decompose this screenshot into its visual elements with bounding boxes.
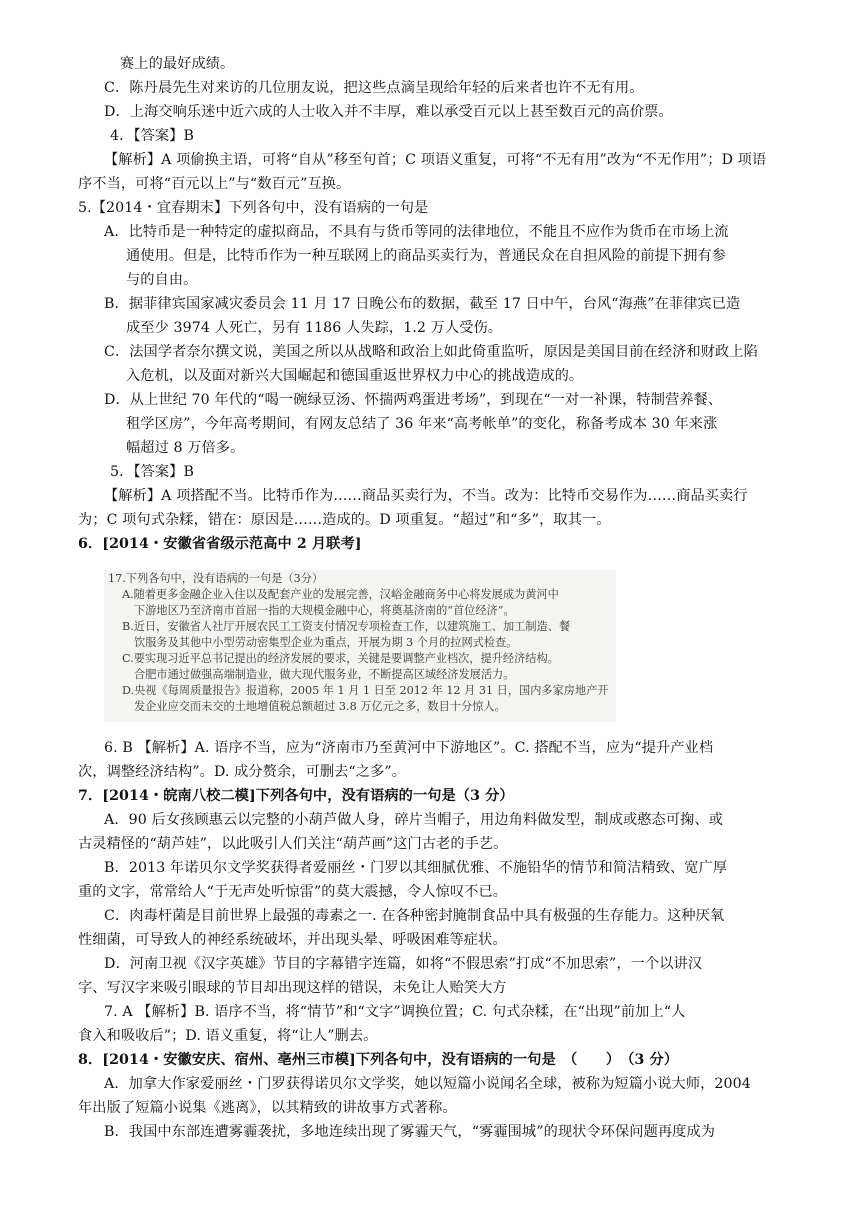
scan-line-1: A.随着更多金融企业入住以及配套产业的发展完善，汉峪金融商务中心将发展成为黄河中 <box>122 588 559 601</box>
q7-option-c-line2: 性细菌，可导致人的神经系统破坏，并出现头晕、呼吸困难等症状。 <box>78 932 507 948</box>
q7-option-b-line2: 重的文字，常常给人“于无声处听惊雷”的莫大震撼，令人惊叹不已。 <box>78 884 508 900</box>
q4-option-c: C．陈丹晨先生对来访的几位朋友说，把这些点滴呈现给年轻的后来者也许不无有用。 <box>104 80 644 96</box>
q7-option-d-line2: 字、写汉字来吸引眼球的节目却出现这样的错误，未免让人贻笑大方 <box>78 980 507 996</box>
q7-option-c-line1: C．肉毒杆菌是目前世界上最强的毒素之一. 在各种密封腌制食品中具有极强的生存能力。这种厌氧 <box>104 908 725 924</box>
q5-answer: 5．【答案】B <box>110 464 194 480</box>
q8-option-b-line1: B．我国中东部连遭雾霾袭扰，多地连续出现了雾霾天气，“雾霾围城”的现状令环保问题再度成为 <box>104 1124 716 1140</box>
q7-explanation-line2: 食入和吸收后”；D. 语义重复，将“让人”删去。 <box>78 1028 378 1044</box>
q6-explanation-line2: 次，调整经济结构”。D. 成分赘余，可删去“之多”。 <box>78 764 406 780</box>
q8-option-a-line1: A．加拿大作家爱丽丝・门罗获得诺贝尔文学奖，她以短篇小说闻名全球，被称为短篇小说大师，2004 <box>104 1076 751 1092</box>
q5-option-a-line3: 与的自由。 <box>126 272 198 288</box>
q6-explanation-line1: 6. B 【解析】A. 语序不当，应为“济南市乃至黄河中下游地区”。C. 搭配不当，应为“提升产业档 <box>104 740 714 756</box>
q5-option-c-line1: C．法国学者奈尔撰文说，美国之所以从战略和政治上如此倚重监听，原因是美国目前在经济和财政上陷 <box>104 344 758 360</box>
q7-title: 7．[2014・皖南八校二模]下列各句中，没有语病的一句是（3 分） <box>78 788 514 804</box>
q4-explanation-line1: 【解析】A 项偷换主语，可将“自从”移至句首；C 项语义重复，可将“不无有用”改为“不无作用”；D 项语 <box>104 152 767 168</box>
q5-option-a-line1: A．比特币是一种特定的虚拟商品，不具有与货币等同的法律地位，不能且不应作为货币在市场上流 <box>104 224 729 240</box>
q7-option-b-line1: B．2013 年诺贝尔文学奖获得者爱丽丝・门罗以其细腻优雅、不施铅华的情节和简洁精致、宽广厚 <box>104 860 728 876</box>
q5-option-c-line2: 入危机，以及面对新兴大国崛起和德国重返世界权力中心的挑战造成的。 <box>126 368 584 384</box>
q5-explanation-line1: 【解析】A 项搭配不当。比特币作为……商品买卖行为，不当。改为：比特币交易作为……商品买卖行 <box>104 488 748 504</box>
scan-line-8: 发企业应交而未交的土地增值税总额超过 3.8 万亿元之多，数目十分惊人。 <box>134 700 506 713</box>
q7-option-a-line2: 古灵精怪的“葫芦娃”，以此吸引人们关注“葫芦画”这门古老的手艺。 <box>78 836 508 852</box>
q5-option-d-line2: 租学区房”，今年高考期间，有网友总结了 36 年来“高考帐单”的变化，称备考成本 30 年来涨 <box>126 416 718 432</box>
q8-option-a-line2: 年出版了短篇小说集《逃离》，以其精致的讲故事方式著称。 <box>78 1100 457 1116</box>
q4-answer: 4．【答案】B <box>110 128 194 144</box>
q5-explanation-line2: 为；C 项句式杂糅，错在：原因是……造成的。D 项重复。“超过”和“多”，取其一。 <box>78 512 611 528</box>
scan-line-3: B.近日，安徽省人社厅开展农民工工资支付情况专项检查工作，以建筑施工、加工制造、餐 <box>122 620 571 633</box>
q6-scanned-question-image <box>104 570 616 722</box>
q5-option-d-line3: 幅超过 8 万倍多。 <box>126 440 245 456</box>
q8-title: 8．[2014・安徽安庆、宿州、亳州三市模]下列各句中，没有语病的一句是 （ ） （3 分） <box>78 1052 679 1068</box>
q5-option-b-line2: 成至少 3974 人死亡，另有 1186 人失踪，1.2 万人受伤。 <box>126 320 503 336</box>
scan-line-7: D.央视《每周质量报告》报道称，2005 年 1 月 1 日至 2012 年 12 月 31 日，国内多家房地产开 <box>122 684 609 697</box>
q4-explanation-line2: 序不当，可将“百元以上”与“数百元”互换。 <box>78 176 351 192</box>
q4-option-d: D．上海交响乐迷中近六成的人士收入并不丰厚，难以承受百元以上甚至数百元的高价票。 <box>104 104 673 120</box>
q4-option-b-continuation: 赛上的最好成绩。 <box>120 56 235 72</box>
q6-title: 6．[2014・安徽省省级示范高中 2 月联考] <box>78 536 362 552</box>
q7-option-d-line1: D．河南卫视《汉字英雄》节目的字幕错字连篇，如将“不假思索”打成“不加思索”，一个以讲汉 <box>104 956 703 972</box>
scan-line-0: 17.下列各句中，没有语病的一句是（3分） <box>108 572 324 585</box>
q7-explanation-line1: 7. A 【解析】B. 语序不当，将“情节”和“文字”调换位置；C. 句式杂糅，在“出现”前加上“人 <box>104 1004 686 1020</box>
scan-line-6: 合肥市通过做强高端制造业，做大现代服务业，不断提高区域经济发展活力。 <box>134 668 515 681</box>
q5-option-b-line1: B．据菲律宾国家减灾委员会 11 月 17 日晚公布的数据，截至 17 日中午，台风“海燕”在菲律宾已造 <box>104 296 741 312</box>
q5-option-d-line1: D．从上世纪 70 年代的“喝一碗绿豆汤、怀揣两鸡蛋进考场”，到现在“一对一补课，特制营养餐、 <box>104 392 723 408</box>
q5-option-a-line2: 通使用。但是，比特币作为一种互联网上的商品买卖行为，普通民众在自担风险的前提下拥有参 <box>126 248 727 264</box>
q5-title: 5.【2014・宜春期末】下列各句中，没有语病的一句是 <box>78 200 429 216</box>
scan-line-2: 下游地区乃至济南市首屈一指的大规模金融中心，将奠基济南的“首位经济”。 <box>134 604 515 617</box>
scan-line-4: 饮服务及其他中小型劳动密集型企业为重点，开展为期 3 个月的拉网式检查。 <box>134 636 518 649</box>
q7-option-a-line1: A．90 后女孩顾惠云以完整的小葫芦做人身，碎片当帽子，用边角料做发型，制成或憨态可掬、或 <box>104 812 723 828</box>
scan-line-5: C.要实现习近平总书记提出的经济发展的要求，关键是要调整产业档次，提升经济结构。 <box>122 652 559 665</box>
